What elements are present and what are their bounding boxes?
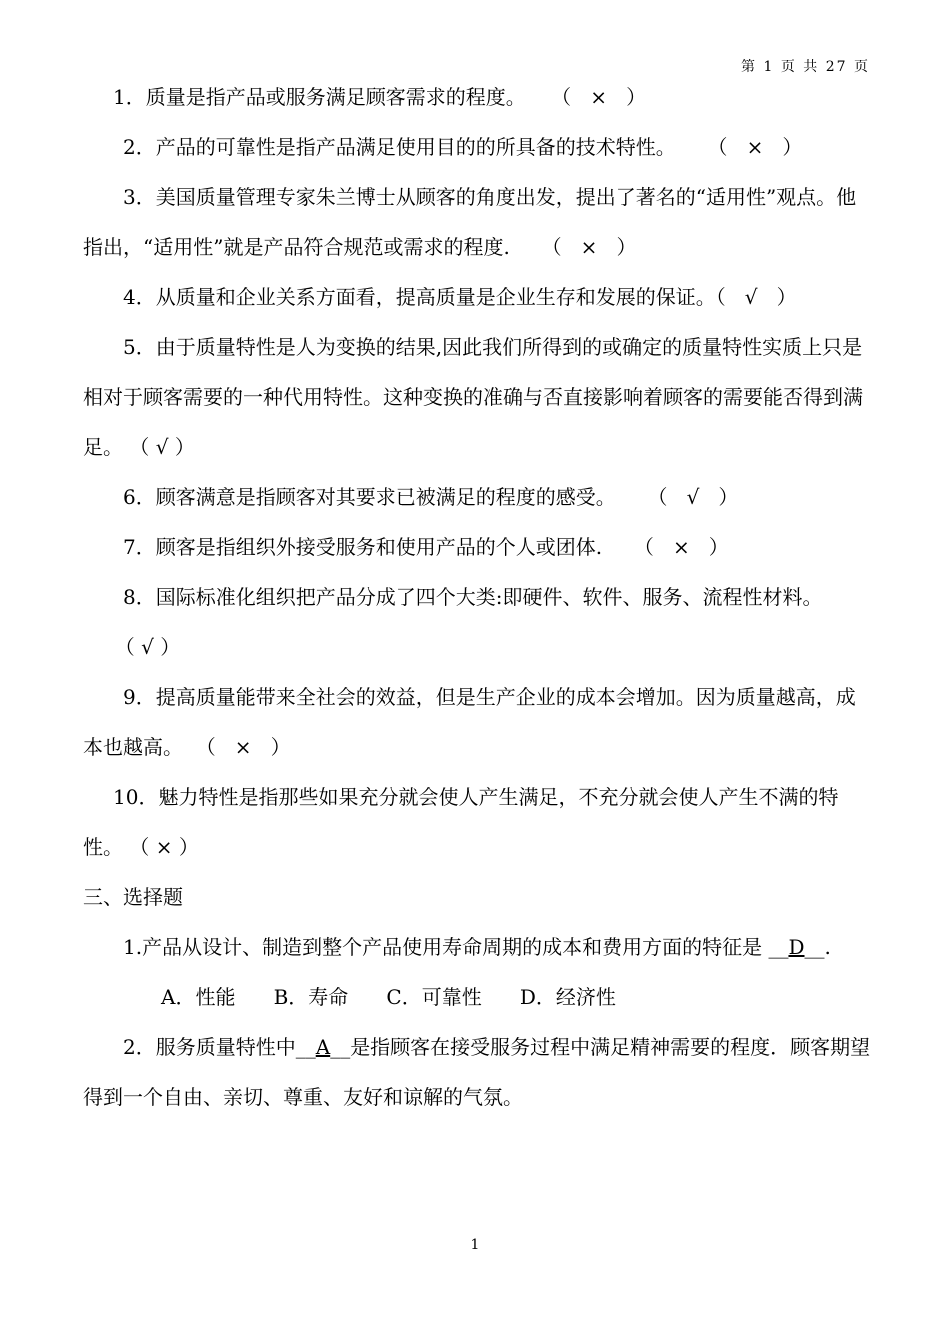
answer-blank: A: [315, 1035, 331, 1059]
judgment-item-10: 10．魅力特性是指那些如果充分就会使人产生满足，不充分就会使人产生不满的特性。 （ × ）: [83, 785, 839, 859]
page-number: 1: [470, 1237, 480, 1253]
judgment-item-1: 1．质量是指产品或服务满足顾客需求的程度。 （ × ）: [113, 85, 647, 109]
judgment-item-3: 3．美国质量管理专家朱兰博士从顾客的角度出发，提出了著名的“适用性”观点。他指出，“适用性”就是产品符合规范或需求的程度. （ × ）: [83, 185, 857, 259]
judgment-item-8: 8．国际标准化组织把产品分成了四个大类:即硬件、软件、服务、流程性材料。 （ √ ）: [83, 585, 823, 659]
answer-mark: （ × ）: [183, 735, 291, 759]
answer-mark: （ × ）: [602, 535, 729, 559]
choice-question-1: 1.产品从设计、制造到整个产品使用寿命周期的成本和费用方面的特征是 __D__.: [123, 935, 831, 959]
answer-mark: （ × ）: [525, 85, 647, 109]
judgment-item-2: 2．产品的可靠性是指产品满足使用目的的所具备的技术特性。 （ × ）: [123, 135, 803, 159]
answer-mark: （ × ）: [675, 135, 803, 159]
choice-options: A．性能 B．寿命 C．可靠性 D．经济性: [161, 985, 616, 1009]
judgment-item-7: 7．顾客是指组织外接受服务和使用产品的个人或团体. （ × ）: [123, 535, 729, 559]
document-body: [83, 72, 873, 1122]
judgment-item-5: 5．由于质量特性是人为变换的结果,因此我们所得到的或确定的质量特性实质上只是相对于顾客需要的一种代用特性。这种变换的准确与否直接影响着顾客的需要能否得到满足。 （ √ ）: [83, 335, 863, 459]
judgment-item-6: 6．顾客满意是指顾客对其要求已被满足的程度的感受。 （ √ ）: [123, 485, 739, 509]
answer-mark: （ × ）: [123, 835, 199, 859]
judgment-item-4: 4．从质量和企业关系方面看，提高质量是企业生存和发展的保证。（ √ ）: [123, 285, 797, 309]
section-title: 三、选择题: [83, 885, 183, 909]
answer-mark: （ √ ）: [123, 435, 195, 459]
answer-mark: （ √ ）: [615, 485, 739, 509]
page-header: 第 1 页 共 27 页: [741, 59, 870, 75]
choice-question-2: 2．服务质量特性中__A__是指顾客在接受服务过程中满足精神需要的程度．顾客期望得到一个自由、亲切、尊重、友好和谅解的气氛。: [83, 1035, 871, 1109]
judgment-item-9: 9．提高质量能带来全社会的效益，但是生产企业的成本会增加。因为质量越高，成本也越高。 （ × ）: [83, 685, 856, 759]
answer-mark: （ √ ）: [715, 285, 797, 309]
answer-mark: （ √ ）: [83, 635, 181, 659]
answer-blank: D: [788, 935, 805, 959]
answer-mark: （ × ）: [509, 235, 637, 259]
